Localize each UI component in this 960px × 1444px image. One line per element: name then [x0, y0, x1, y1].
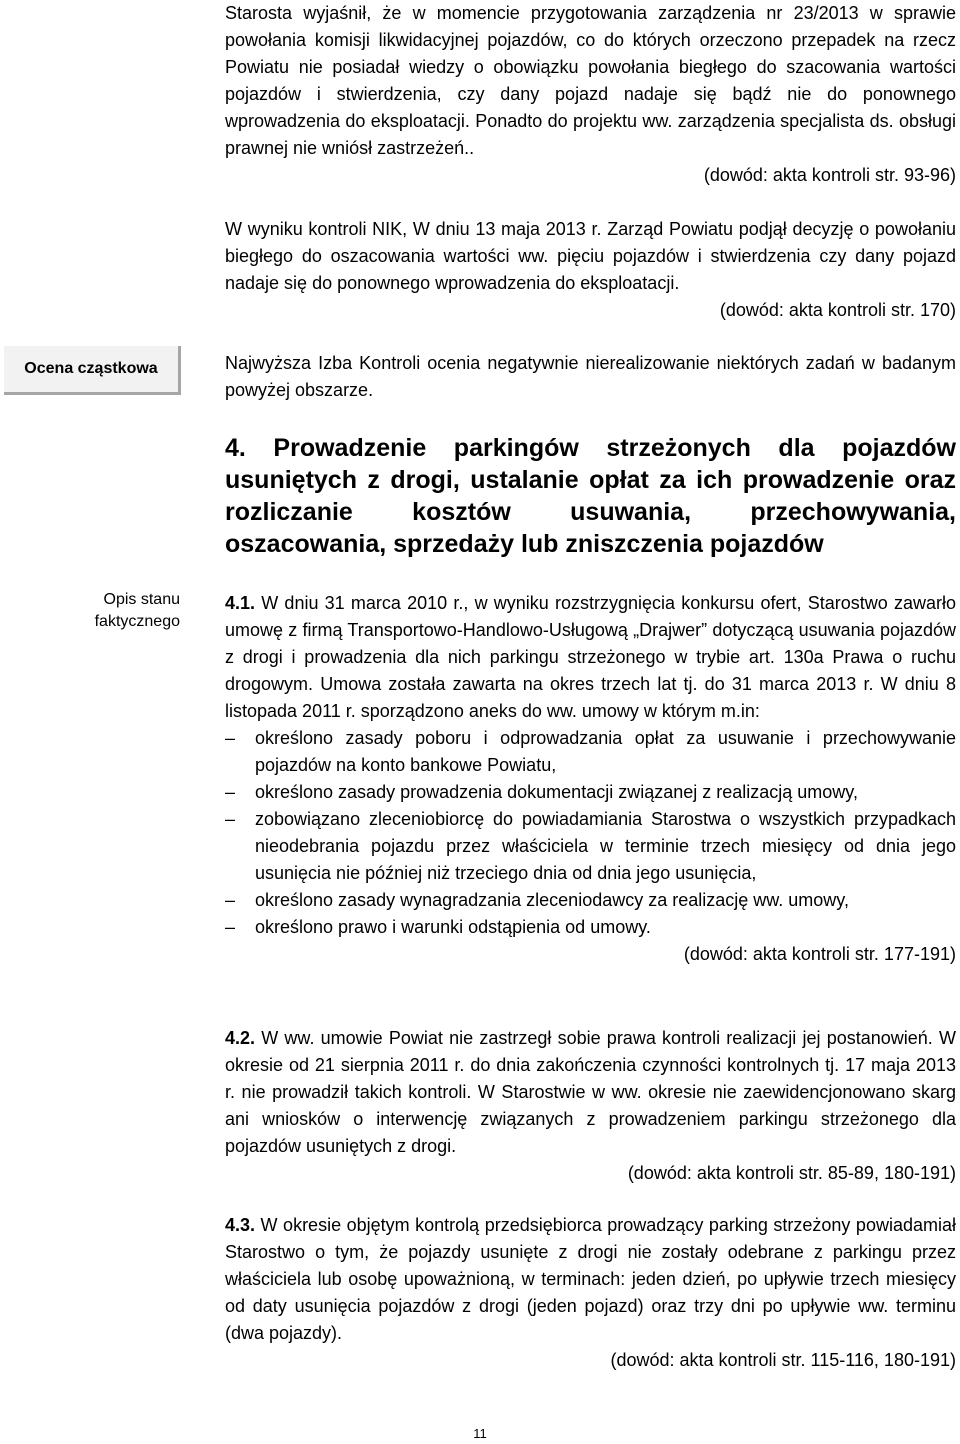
ocena-paragraph: [225, 350, 956, 404]
sidebar-ocena-label: Ocena cząstkowa: [24, 360, 158, 377]
section-number: 4.2.: [225, 1028, 256, 1048]
dash-marker: –: [225, 728, 236, 748]
section-4-heading-block: [225, 432, 956, 560]
paragraph-text: Starosta wyjaśnił, że w momencie przygotowania zarządzenia nr 23/2013 w sprawie powołania komisji likwidacyjnej pojazdów, co do których orzeczono przepadek na rzecz Powiatu nie posiadał wiedzy o obowiązku powołania biegłego do szacowania wartości pojazdów i stwierdzenia, czy dany pojazd nadaje się bądź nie do ponownego wprowadzenia do eksploatacji. Ponadto do projektu ww. zarządzenia specjalista ds. obsługi prawnej nie wniósł zastrzeżeń..: [225, 3, 956, 158]
evidence-reference: (dowód: akta kontroli str. 85-89, 180-191): [627, 1163, 956, 1183]
section-4-3: [225, 1212, 956, 1374]
section-text: W ww. umowie Powiat nie zastrzegł sobie prawa kontroli realizacji jej postanowień. W okresie od 21 sierpnia 2011 r. do dnia zakończenia czynności kontrolnych tj. 17 maja 2013 r. nie prowadził takich kontroli. W Starostwie w ww. okresie nie zaewidencjonowano skarg ani wniosków o interwencję związanych z prowadzeniem parkingu strzeżonego dla pojazdów usuniętych z drogi.: [225, 1028, 956, 1156]
page-number: 11: [473, 1426, 487, 1441]
dash-marker: –: [225, 917, 236, 937]
paragraph-text: [225, 1212, 956, 1347]
sidebar-opis-stanu: [60, 589, 180, 633]
sidebar-opis-line2: faktycznego: [94, 613, 180, 630]
section-number: 4.1.: [225, 593, 256, 613]
paragraph-text: [225, 590, 956, 725]
bullet-item: [225, 914, 956, 941]
section-text: W okresie objętym kontrolą przedsiębiorca prowadzący parking strzeżony powiadamiał Starostwo o tym, że pojazdy usunięte z drogi nie zostały odebrane z parkingu przez właściciela lub osobę upoważnioną, w terminach: jeden dzień, po upływie trzech miesięcy od daty usunięcia pojazdów z drogi (jeden pojazd) oraz trzy dni po upływie ww. terminu (dwa pojazdy).: [225, 1215, 956, 1343]
evidence-reference: (dowód: akta kontroli str. 177-191): [683, 944, 956, 964]
paragraph-1: [225, 0, 956, 189]
bullet-item: [225, 779, 956, 806]
section-text: W dniu 31 marca 2010 r., w wyniku rozstrzygnięcia konkursu ofert, Starostwo zawarło umowę z firmą Transportowo-Handlowo-Usługową „Drajwer” dotyczącą usuwania pojazdów z drogi i prowadzenia dla nich parkingu strzeżonego w trybie art. 130a Prawa o ruchu drogowym. Umowa została zawarta na okres trzech lat tj. do 31 marca 2013 r. W dniu 8 listopada 2011 r. sporządzono aneks do ww. umowy w którym m.in:: [225, 593, 956, 721]
bullet-text: określono prawo i warunki odstąpienia od umowy.: [255, 917, 651, 937]
sidebar-ocena-czastkowa: [4, 346, 181, 395]
section-heading: 4. Prowadzenie parkingów strzeżonych dla pojazdów usuniętych z drogi, ustalanie opłat za ich prowadzenie oraz rozliczanie kosztów usuwania, przechowywania, oszacowania, sprzedaży lub zniszczenia pojazdów: [225, 434, 956, 558]
paragraph-text: Najwyższa Izba Kontroli ocenia negatywnie nierealizowanie niektórych zadań w badanym powyżej obszarze.: [225, 353, 956, 400]
sidebar-opis-line1: Opis stanu: [103, 591, 180, 608]
dash-marker: –: [225, 809, 236, 829]
bullet-text: określono zasady prowadzenia dokumentacji związanej z realizacją umowy,: [255, 782, 858, 802]
section-number: 4.3.: [225, 1215, 256, 1235]
section-4-2: [225, 1025, 956, 1187]
paragraph-text: [225, 1025, 956, 1160]
bullet-item: [225, 806, 956, 887]
section-4-1: [225, 590, 956, 968]
dash-marker: –: [225, 782, 236, 802]
evidence-reference: (dowód: akta kontroli str. 170): [719, 300, 956, 320]
paragraph-text: W wyniku kontroli NIK, W dniu 13 maja 2013 r. Zarząd Powiatu podjął decyzję o powołaniu biegłego do oszacowania wartości ww. pięciu pojazdów i stwierdzenia czy dany pojazd nadaje się do ponownego wprowadzenia do eksploatacji.: [225, 219, 956, 293]
bullet-item: [225, 887, 956, 914]
evidence-reference: (dowód: akta kontroli str. 93-96): [703, 165, 956, 185]
evidence-reference: (dowód: akta kontroli str. 115-116, 180-191): [610, 1350, 956, 1370]
bullet-item: [225, 725, 956, 779]
bullet-text: określono zasady wynagradzania zleceniodawcy za realizację ww. umowy,: [255, 890, 849, 910]
bullet-text: określono zasady poboru i odprowadzania opłat za usuwanie i przechowywanie pojazdów na konto bankowe Powiatu,: [255, 728, 956, 775]
paragraph-2: [225, 216, 956, 324]
bullet-text: zobowiązano zleceniobiorcę do powiadamiania Starostwa o wszystkich przypadkach nieodebrania pojazdu przez właściciela w terminie trzech miesięcy od dnia jego usunięcia nie później niż trzeciego dnia od dnia jego usunięcia,: [255, 809, 956, 883]
dash-marker: –: [225, 890, 236, 910]
